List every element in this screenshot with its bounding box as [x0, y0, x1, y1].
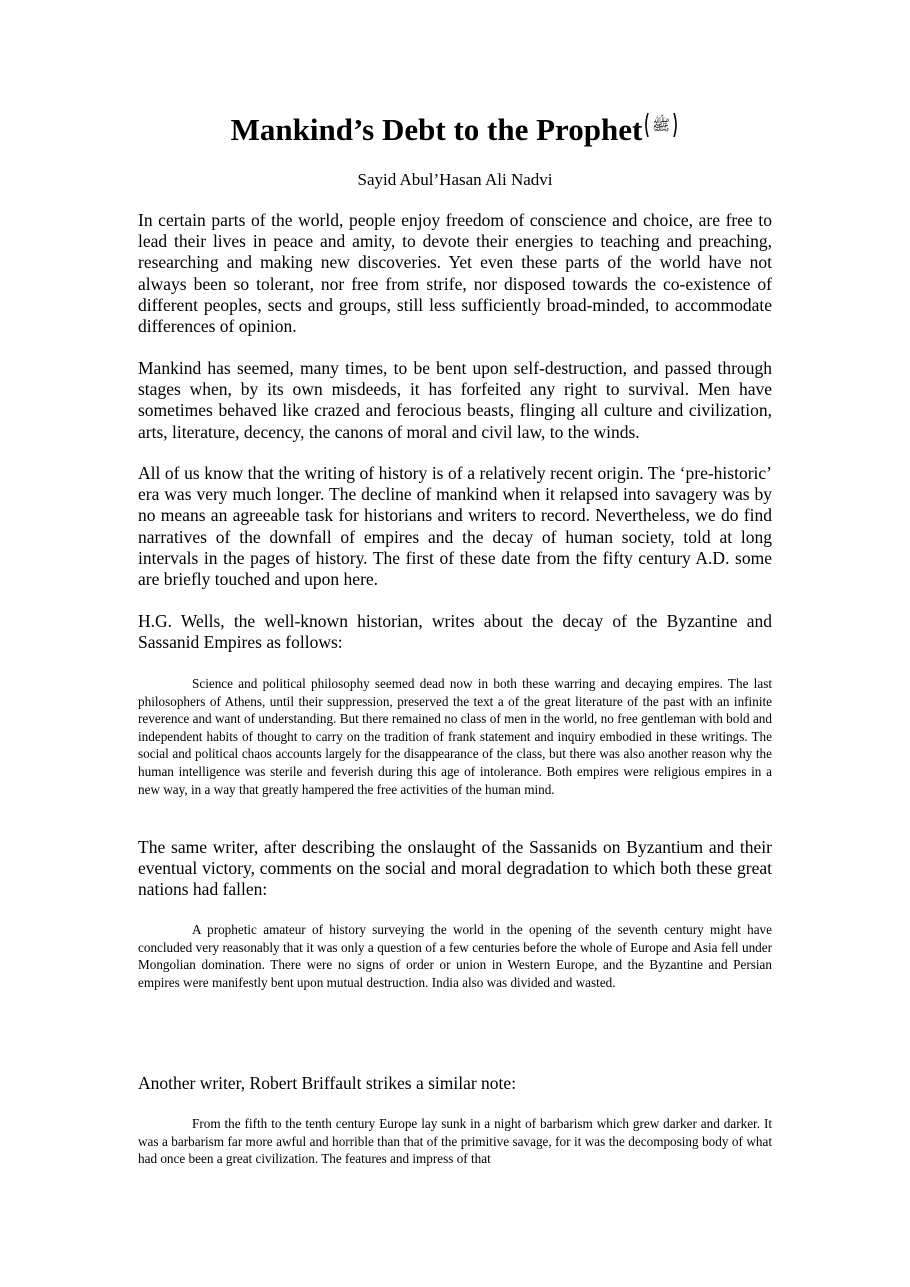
body-paragraph: H.G. Wells, the well-known historian, writes about the decay of the Byzantine and Sassanid Empires as follows:: [138, 611, 772, 653]
salutation-seal-glyph: ﷺ: [652, 116, 671, 134]
title-text: Mankind’s Debt to the Prophet: [230, 112, 643, 147]
salutation-seal-icon: [643, 110, 679, 140]
body-paragraph: The same writer, after describing the onslaught of the Sassanids on Byzantium and their eventual victory, comments on the social and moral degradation to which both these great nations had fallen:: [138, 837, 772, 900]
salutation-seal: [643, 110, 679, 150]
block-quote: A prophetic amateur of history surveying the world in the opening of the seventh century might have concluded very reasonably that it was only a question of a few centuries before the whole of Europe and Asia fell under Mongolian domination. There were no signs of order or union in Western Europe, and the Byzantine and Persian empires were manifestly bent upon mutual destruction. India also was divided and wasted.: [138, 922, 772, 990]
author-name: Sayid Abul’Hasan Ali Nadvi: [357, 170, 553, 189]
block-quote: Science and political philosophy seemed dead now in both these warring and decaying empires. The last philosophers of Athens, until their suppression, preserved the text a of the great literature of the past with an infinite reverence and want of understanding. But there remained no class of men in the world, no free gentleman with bold and independent habits of thought to carry on the tradition of frank statement and inquiry embodied in these writings. The social and political chaos accounts largely for the disappearance of the class, but there was also another reason why the human intelligence was sterile and feverish during this age of intolerance. Both empires were religious empires in a new way, in a way that greatly hampered the free activities of the human mind.: [138, 676, 772, 797]
body-paragraph: All of us know that the writing of history is of a relatively recent origin. The ‘pre-historic’ era was very much longer. The decline of mankind when it relapsed into savagery was by no means an agreeable task for historians and writers to record. Nevertheless, we do find narratives of the downfall of empires and the decay of human society, told at long intervals in the pages of history. The first of these date from the fifty century A.D. some are briefly touched and upon here.: [138, 463, 772, 590]
body-paragraph: Another writer, Robert Briffault strikes a similar note:: [138, 1073, 517, 1093]
body-paragraph: In certain parts of the world, people enjoy freedom of conscience and choice, are free to lead their lives in peace and amity, to devote their energies to teaching and preaching, researching and making new discoveries. Yet even these parts of the world have not always been so tolerant, nor free from strife, nor disposed towards the co-existence of different peoples, sects and groups, still less sufficiently broad-minded, to accommodate differences of opinion.: [138, 210, 772, 337]
block-quote: From the fifth to the tenth century Europe lay sunk in a night of barbarism which grew darker and darker. It was a barbarism far more awful and horrible than that of the primitive savage, for it was the decomposing body of what had once been a great civilization. The features and impress of that: [138, 1116, 772, 1167]
page-title: [0, 110, 910, 150]
body-paragraph: Mankind has seemed, many times, to be bent upon self-destruction, and passed through stages when, by its own misdeeds, it has forfeited any right to survival. Men have sometimes behaved like crazed and ferocious beasts, flinging all culture and civilization, arts, literature, decency, the canons of moral and civil law, to the winds.: [138, 358, 772, 442]
